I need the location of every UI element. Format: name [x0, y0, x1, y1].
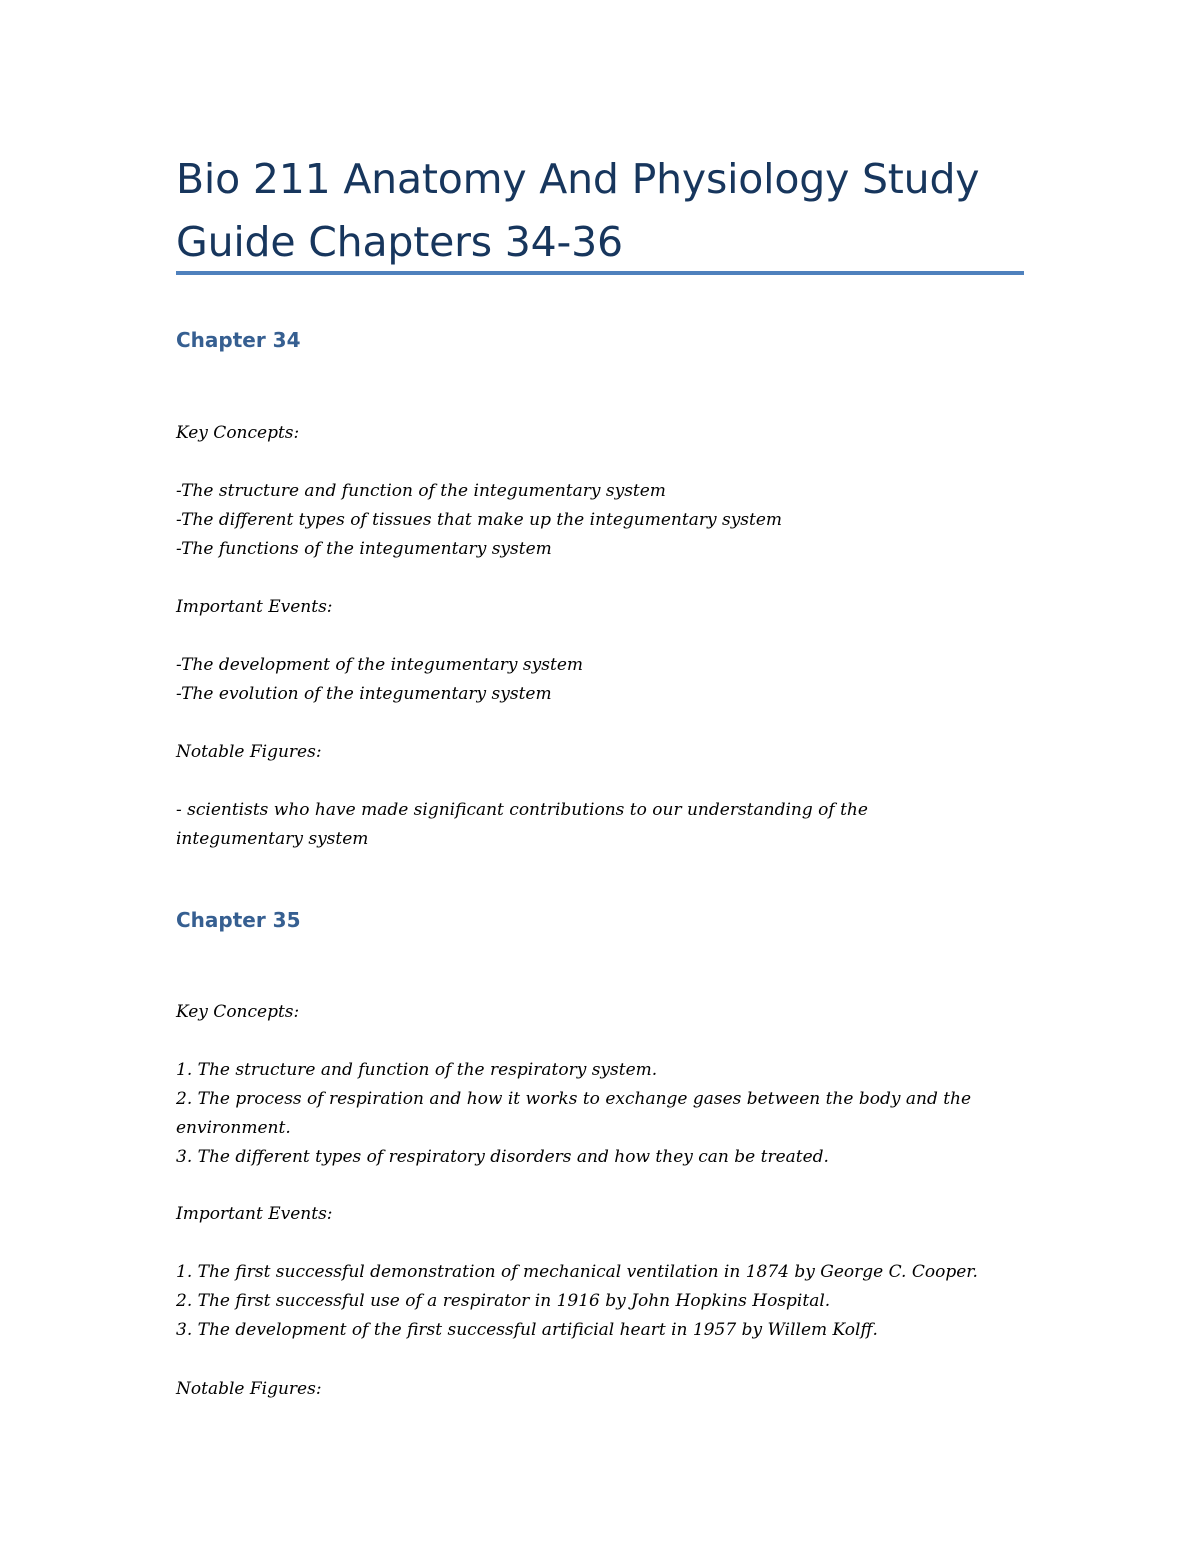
- chapter-34-notable-figures-label-block: [176, 738, 1026, 767]
- list-item: 3. The development of the first successful artificial heart in 1957 by Willem Kolff.: [176, 1320, 878, 1340]
- list-item: 1. The first successful demonstration of mechanical ventilation in 1874 by George C. Cooper.: [176, 1262, 978, 1282]
- list-item: 2. The first successful use of a respirator in 1916 by John Hopkins Hospital.: [176, 1291, 831, 1311]
- chapter-34-important-events-list: [176, 651, 1026, 709]
- key-concepts-label: Key Concepts:: [176, 1002, 300, 1022]
- list-item: -The functions of the integumentary system: [176, 539, 552, 559]
- title-underline: [176, 271, 1024, 275]
- chapter-34-important-events-label-block: [176, 593, 1026, 622]
- notable-figures-label: Notable Figures:: [176, 742, 322, 762]
- chapter-35-key-concepts-list: [176, 1056, 1026, 1172]
- chapter-35-heading: Chapter 35: [176, 908, 301, 932]
- list-item: - scientists who have made significant contributions to our understanding of the integumentary system: [176, 800, 868, 849]
- notable-figures-label: Notable Figures:: [176, 1379, 322, 1399]
- important-events-label: Important Events:: [176, 1204, 333, 1224]
- chapter-34-notable-figures-list: [176, 796, 906, 854]
- chapter-35-key-concepts-label-block: [176, 998, 1026, 1027]
- document-title: Bio 211 Anatomy And Physiology Study Guide Chapters 34-36: [176, 155, 980, 266]
- chapter-34-key-concepts-list: [176, 477, 1026, 564]
- list-item: -The development of the integumentary system: [176, 655, 583, 675]
- list-item: -The different types of tissues that make up the integumentary system: [176, 510, 783, 530]
- list-item: 3. The different types of respiratory disorders and how they can be treated.: [176, 1147, 829, 1167]
- list-item: 1. The structure and function of the respiratory system.: [176, 1060, 658, 1080]
- chapter-34-heading: Chapter 34: [176, 328, 301, 352]
- key-concepts-label: Key Concepts:: [176, 423, 300, 443]
- chapter-35-notable-figures-label-block: [176, 1375, 1026, 1404]
- chapter-35-important-events-label-block: [176, 1200, 1026, 1229]
- chapter-35-important-events-list: [176, 1258, 1026, 1345]
- list-item: -The structure and function of the integumentary system: [176, 481, 666, 501]
- chapter-34-key-concepts-label-block: [176, 419, 1026, 448]
- list-item: 2. The process of respiration and how it works to exchange gases between the body and the environment.: [176, 1089, 972, 1138]
- important-events-label: Important Events:: [176, 597, 333, 617]
- list-item: -The evolution of the integumentary system: [176, 684, 552, 704]
